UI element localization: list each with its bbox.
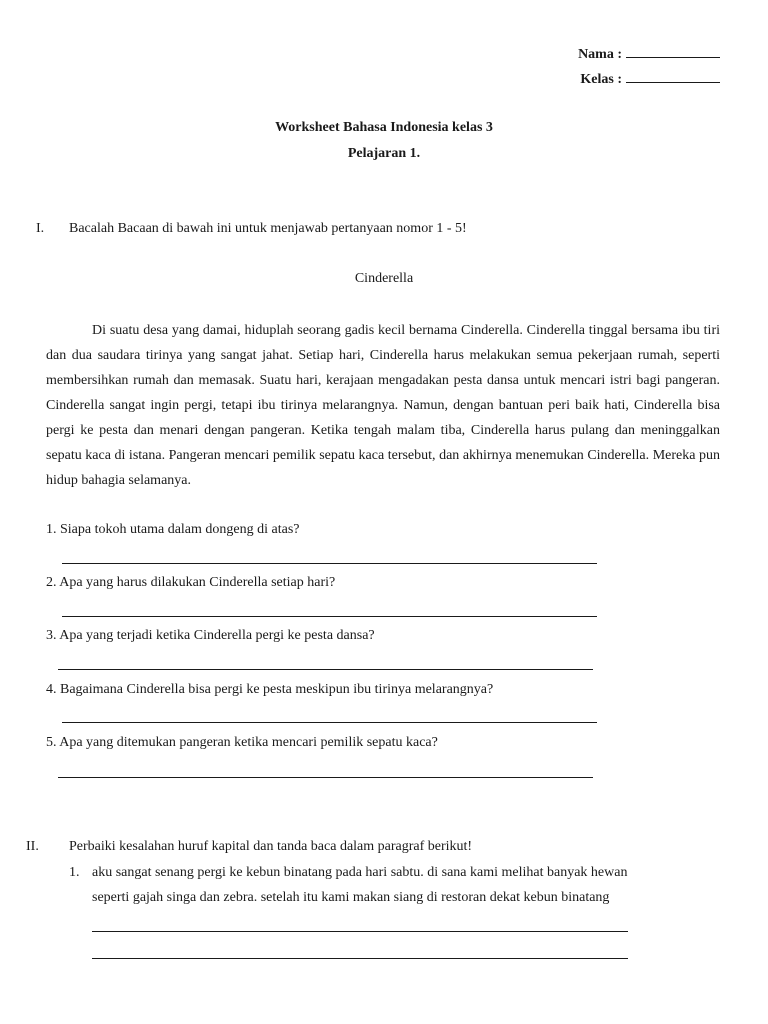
name-field[interactable] [578, 44, 720, 63]
class-label: Kelas : [580, 72, 622, 87]
worksheet-title: Worksheet Bahasa Indonesia kelas 3 [275, 120, 493, 135]
item-text-line-1: aku sangat senang pergi ke kebun binatang pada hari sabtu. di sana kami melihat banyak hewan [92, 865, 628, 880]
class-blank-line[interactable] [626, 69, 720, 83]
story-title: Cinderella [354, 271, 414, 286]
section1-instruction: Bacalah Bacaan di bawah ini untuk menjawab pertanyaan nomor 1 - 5! [69, 221, 467, 236]
name-blank-line[interactable] [626, 44, 720, 58]
item-text-line-2: seperti gajah singa dan zebra. setelah itu kami makan siang di restoran dekat kebun binatang [92, 890, 610, 905]
answer-line-2[interactable] [62, 616, 597, 617]
section2-numeral: II. [26, 839, 39, 854]
answer-line-4[interactable] [62, 722, 597, 723]
question-1: 1. Siapa tokoh utama dalam dongeng di atas? [46, 522, 300, 537]
name-label: Nama : [578, 47, 622, 62]
correction-line-1[interactable] [92, 931, 628, 932]
correction-line-2[interactable] [92, 958, 628, 959]
answer-line-5[interactable] [58, 777, 593, 778]
section1-numeral: I. [36, 221, 45, 236]
question-5: 5. Apa yang ditemukan pangeran ketika mencari pemilik sepatu kaca? [46, 735, 438, 750]
lesson-title: Pelajaran 1. [347, 146, 421, 161]
class-field[interactable] [580, 69, 720, 88]
answer-line-1[interactable] [62, 563, 597, 564]
answer-line-3[interactable] [58, 669, 593, 670]
question-3: 3. Apa yang terjadi ketika Cinderella pergi ke pesta dansa? [46, 628, 375, 643]
story-text: Di suatu desa yang damai, hiduplah seorang gadis kecil bernama Cinderella. Cinderella tinggal bersama ibu tiri dan dua saudara tirinya yang sangat jahat. Setiap hari, Cinderella harus melakukan semua pekerjaan rumah, seperti membersihkan rumah dan memasak. Suatu hari, kerajaan mengadakan pesta dansa untuk mencari istri bagi pangeran. Cinderella sangat ingin pergi, tetapi ibu tirinya melarangnya. Namun, dengan bantuan peri baik hati, Cinderella bisa pergi ke pesta dan menari dengan pangeran. Ketika tengah malam tiba, Cinderella harus pulang dan meninggalkan sepatu kaca di istana. Pangeran mencari pemilik sepatu kaca tersebut, dan akhirnya menemukan Cinderella. Mereka pun hidup bahagia selamanya. [46, 323, 720, 488]
story-paragraph [46, 318, 720, 493]
section2-instruction: Perbaiki kesalahan huruf kapital dan tanda baca dalam paragraf berikut! [69, 839, 473, 854]
item-number: 1. [69, 865, 80, 880]
question-4: 4. Bagaimana Cinderella bisa pergi ke pesta meskipun ibu tirinya melarangnya? [46, 682, 494, 697]
question-2: 2. Apa yang harus dilakukan Cinderella setiap hari? [46, 575, 336, 590]
